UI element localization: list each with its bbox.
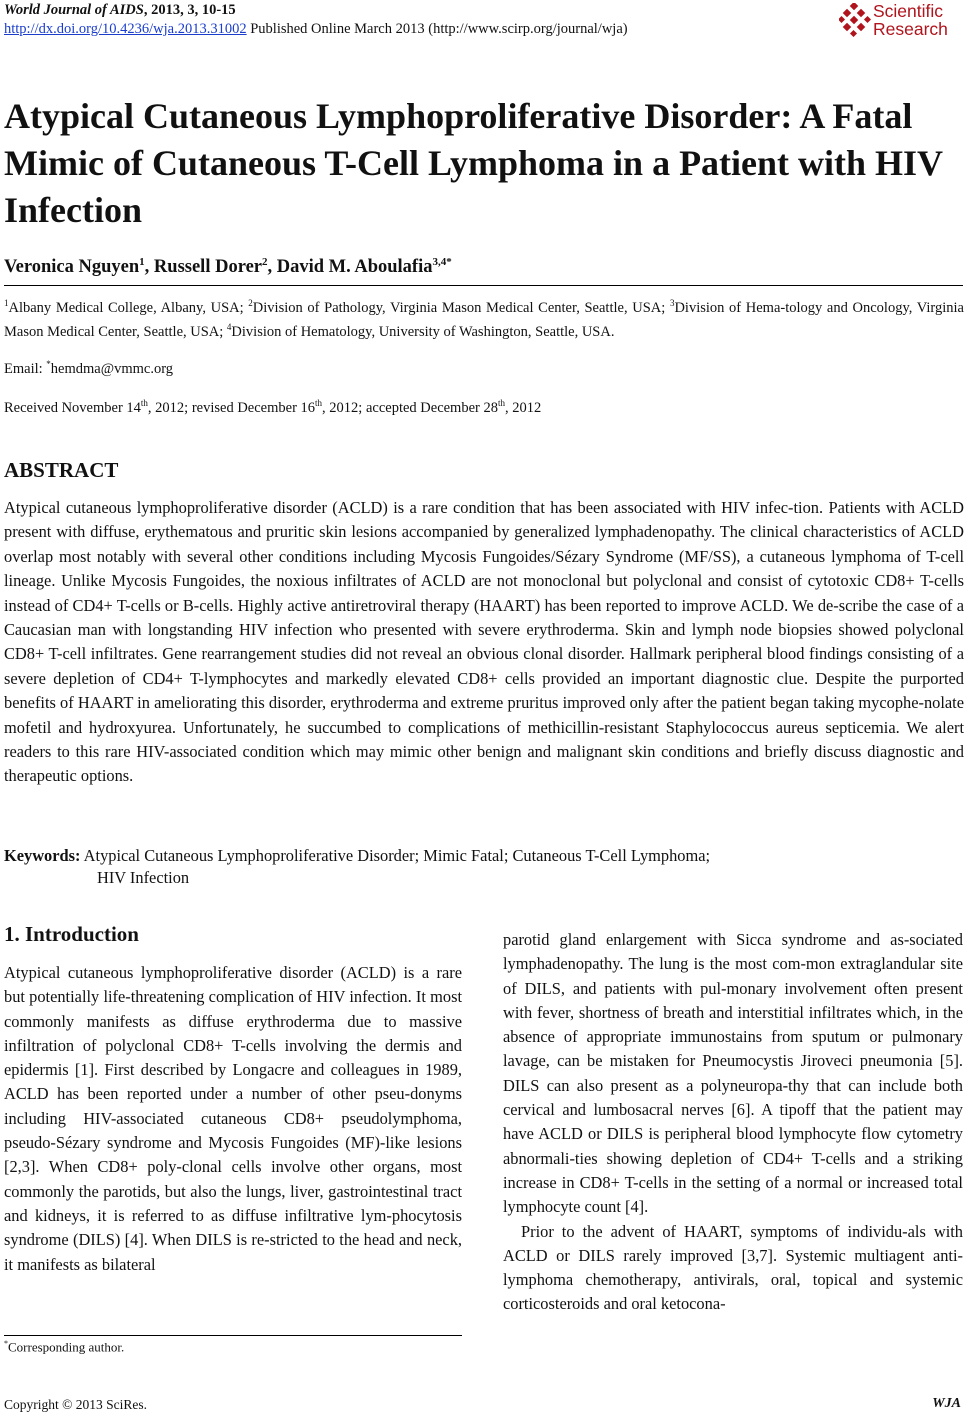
author-separator: , xyxy=(144,257,154,278)
keywords-continuation: HIV Infection xyxy=(97,868,190,887)
affiliation: Division of Hema-tology and Oncology, Virginia Mason Medical Center, Seattle, USA; xyxy=(4,299,964,341)
affiliations xyxy=(4,294,964,343)
published-online: Published Online March 2013 (http://www.scirp.org/journal/wja) xyxy=(246,21,628,37)
keywords-line xyxy=(4,845,710,868)
affil-sup: 1 xyxy=(4,298,9,308)
author-name: Russell Dorer xyxy=(153,257,262,278)
intro-paragraph: Atypical cutaneous lymphoproliferative disorder (ACLD) is a rare but potentially life-threatening complication of HIV infection. It most commonly manifests as diffuse erythroderma due to massive infiltration of polyclonal CD8+ T-cells involving the dermis and epidermis [1]. First described by Longacre and colleagues in 1989, ACLD has been reported under a number of other pseu-donyms including HIV-associated cutaneous CD8+ pseudolymphoma, pseudo-Sézary syndrome and Mycosis Fungoides (MF)-like lesions [2,3]. When CD8+ poly-clonal cells involve other organs, most commonly the parotids, but also the lungs, liver, gastrointestinal tract and kidneys, it is referred to as diffuse infiltrative lym-phocytosis syndrome (DILS) [4]. When DILS is re-stricted to the head and neck, it manifests as bilateral xyxy=(4,963,462,1274)
footnote-sup: * xyxy=(4,1339,8,1348)
journal-abbrev: WJA xyxy=(932,1396,961,1411)
affil-sup: 4 xyxy=(226,322,232,333)
footnote-divider xyxy=(4,1335,462,1336)
intro-paragraph: Prior to the advent of HAART, symptoms of individu-als with ACLD or DILS rarely improved [3,7]. Systemic multiagent anti-lymphoma chemotherapy, antivirals, oral, topical and systemic corticosteroids and oral ketocona- xyxy=(503,1221,963,1314)
author-separator: , xyxy=(267,257,277,278)
affil-sup: 2 xyxy=(248,298,253,308)
footnote xyxy=(4,1339,124,1355)
publisher-logo xyxy=(839,2,961,40)
keywords-text: Atypical Cutaneous Lymphoproliferative Disorder; Mimic Fatal; Cutaneous T-Cell Lymphoma; xyxy=(80,846,711,865)
email-address[interactable]: hemdma@vmmc.org xyxy=(50,360,174,377)
journal-name: World Journal of AIDS xyxy=(4,2,144,18)
affil-sup: 3 xyxy=(669,298,675,308)
logo-line-1: Scientific xyxy=(873,1,944,21)
intro-left-column xyxy=(4,961,462,1277)
journal-volume: , 2013, 3, 10-15 xyxy=(143,2,236,18)
doi-line xyxy=(4,21,628,38)
received-part: , 2012; accepted December 28 xyxy=(322,399,498,416)
keywords-label: Keywords: xyxy=(4,846,81,865)
ordinal-sup: th xyxy=(497,398,505,408)
paper-title: Atypical Cutaneous Lymphoproliferative Disorder: A Fatal Mimic of Cutaneous T-Cell Lymphoma in a Patient with HIV Infection xyxy=(4,96,943,230)
received-part: , 2012; revised December 16 xyxy=(147,399,316,416)
received-part: Received November 14 xyxy=(4,399,141,416)
intro-right-column xyxy=(503,928,963,1317)
ordinal-sup: th xyxy=(140,398,148,408)
abstract-body: Atypical cutaneous lymphoproliferative disorder (ACLD) is a rare condition that has been associated with HIV infec-tion. Patients with ACLD present with diffuse, erythematous and pruritic skin lesions accompanied by generalized lymphadenopathy. The clinical characteristics of ACLD overlap most notably with several other conditions including Mycosis Fungoides/Sézary Syndrome (MF/SS), a cutaneous lymphoma of T-cell lineage. Unlike Mycosis Fungoides, the noxious infiltrates of ACLD are not monoclonal but polyclonal and consist of cytotoxic CD8+ T-cells instead of CD4+ T-cells or B-cells. Highly active antiretroviral therapy (HAART) has been reported to improve ACLD. We de-scribe the case of a Caucasian man with longstanding HIV infection who presented with severe erythroderma. Skin and lymph node biopsies showed polyclonal CD8+ T-cell infiltrates. Gene rearrangement studies did not reveal an obvious clonal disorder. Hallmark peripheral blood findings consisting of a severe depletion of CD4+ T-lymphocytes and markedly elevated CD8+ cells provided an important diagnostic clue. Despite the purported benefits of HAART in ameliorating this disorder, erythroderma and extreme pruritus improved only after the patient began taking mycophe-nolate mofetil and hydroxyurea. Unfortunately, he succumbed to complications of methicillin-resistant Staphylococcus aureus septicemia. We alert readers to this rare HIV-associated condition which may mimic other benign and malignant skin conditions and briefly discuss diagnostic and therapeutic options. xyxy=(4,498,964,786)
author-affil-sup: 1 xyxy=(139,256,145,268)
logo-line-2: Research xyxy=(873,19,948,39)
received-dates xyxy=(4,398,541,417)
section-heading-introduction: 1. Introduction xyxy=(4,922,139,946)
author-name: Veronica Nguyen xyxy=(4,257,140,278)
received-part: , 2012 xyxy=(505,399,542,416)
abstract-heading: ABSTRACT xyxy=(4,458,119,482)
contact-email xyxy=(4,359,173,378)
header-divider xyxy=(4,285,963,286)
intro-paragraph: parotid gland enlargement with Sicca syndrome and as-sociated lymphadenopathy. The lung is the most com-mon extraglandular site of DILS, and patients with pul-monary involvement often present with fever, shortness of breath and interstitial infiltrates which, in the absence of appropriate immunostains from sputum or pulmonary lavage, can be mistaken for Pneumocystis Jiroveci pneumonia [5]. DILS can also present as a polyneuropa-thy that can include both cervical and lumbosacral nerves [6]. A tipoff that the patient may have ACLD or DILS is peripheral blood lymphocyte flow cytometry abnormali-ties showing depletion of CD4+ T-cells and a striking increase in CD8+ T-cells in the setting of a normal or increased total lymphocyte count [4]. xyxy=(503,930,963,1217)
ordinal-sup: th xyxy=(315,398,323,408)
author-name: David M. Aboulafia xyxy=(276,257,433,278)
doi-link[interactable]: http://dx.doi.org/10.4236/wja.2013.31002 xyxy=(4,21,247,37)
author-list xyxy=(4,256,452,278)
scirp-logo-icon xyxy=(839,3,871,37)
author-affil-sup: 2 xyxy=(262,256,268,268)
affiliation: Division of Hematology, University of Washington, Seattle, USA. xyxy=(231,324,615,341)
email-sup: * xyxy=(46,359,51,369)
affiliation: Division of Pathology, Virginia Mason Medical Center, Seattle, USA; xyxy=(252,299,670,316)
copyright: Copyright © 2013 SciRes. xyxy=(4,1397,148,1412)
email-label: Email: xyxy=(4,360,47,377)
footnote-text: Corresponding author. xyxy=(8,1339,125,1355)
logo-wordmark xyxy=(873,2,948,38)
journal-citation xyxy=(4,2,236,19)
affiliation: Albany Medical College, Albany, USA; xyxy=(8,299,249,316)
author-affil-sup: 3,4* xyxy=(432,256,452,268)
